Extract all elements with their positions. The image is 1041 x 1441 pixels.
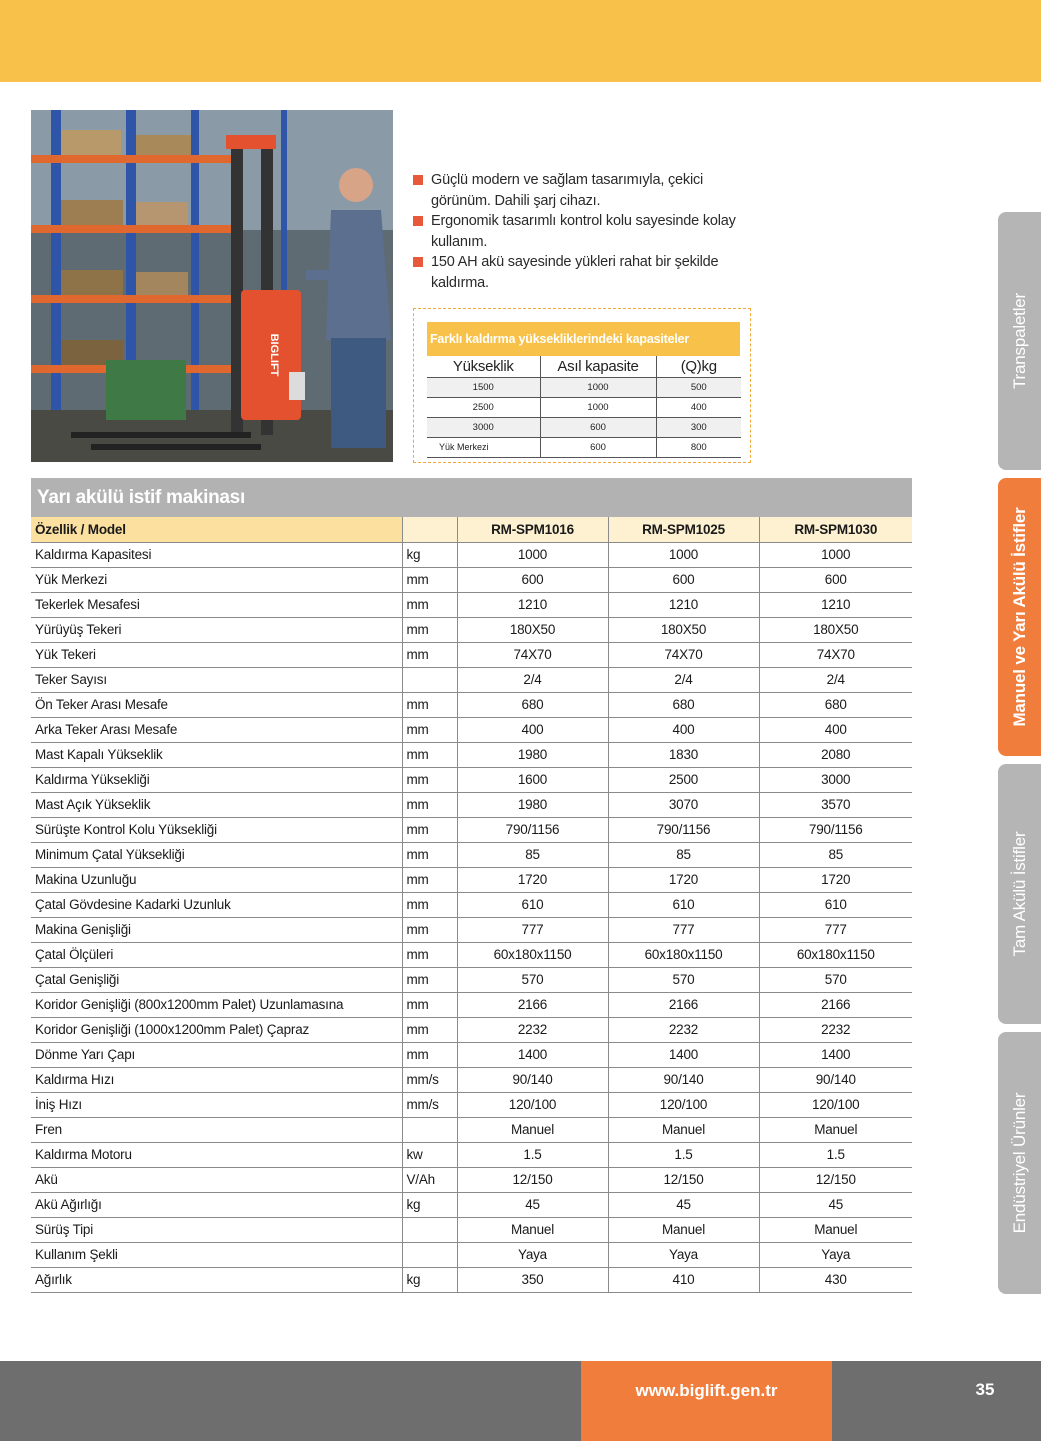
- svg-text:BIGLIFT: BIGLIFT: [268, 333, 280, 377]
- spec-value-cell: 85: [759, 842, 912, 867]
- spec-row: [31, 967, 912, 992]
- spec-value-cell: 85: [457, 842, 608, 867]
- spec-value-cell: 610: [457, 892, 608, 917]
- spec-feature-cell: Ağırlık: [31, 1267, 402, 1292]
- spec-unit-cell: mm: [402, 567, 457, 592]
- spec-value-cell: 1720: [457, 867, 608, 892]
- spec-feature-cell: Kaldırma Hızı: [31, 1067, 402, 1092]
- spec-value-cell: Manuel: [759, 1117, 912, 1142]
- spec-unit-cell: mm: [402, 592, 457, 617]
- spec-value-cell: 12/150: [759, 1167, 912, 1192]
- spec-value-cell: 680: [608, 692, 759, 717]
- spec-value-cell: Yaya: [608, 1242, 759, 1267]
- spec-value-cell: 600: [608, 567, 759, 592]
- tab-transpaletler[interactable]: [998, 212, 1041, 470]
- capacity-cell: Yük Merkezi: [427, 437, 540, 457]
- spec-feature-cell: Tekerlek Mesafesi: [31, 592, 402, 617]
- spec-unit-cell: mm: [402, 892, 457, 917]
- spec-value-cell: RM-SPM1030: [759, 517, 912, 542]
- spec-row: [31, 542, 912, 567]
- spec-unit-cell: [402, 667, 457, 692]
- spec-value-cell: 2080: [759, 742, 912, 767]
- capacity-cell: 800: [656, 437, 741, 457]
- bullet-square-icon: [413, 175, 423, 185]
- spec-value-cell: 400: [608, 717, 759, 742]
- spec-unit-cell: [402, 517, 457, 542]
- spec-value-cell: 1000: [608, 542, 759, 567]
- bullet-square-icon: [413, 216, 423, 226]
- spec-row: [31, 1117, 912, 1142]
- spec-value-cell: 1980: [457, 792, 608, 817]
- spec-value-cell: 45: [608, 1192, 759, 1217]
- spec-feature-cell: Sürüşte Kontrol Kolu Yüksekliği: [31, 817, 402, 842]
- spec-feature-cell: Arka Teker Arası Mesafe: [31, 717, 402, 742]
- capacity-cell: 3000: [427, 417, 540, 437]
- spec-value-cell: Manuel: [457, 1117, 608, 1142]
- capacity-header-row: [427, 356, 741, 377]
- spec-feature-cell: Teker Sayısı: [31, 667, 402, 692]
- spec-value-cell: 2232: [457, 1017, 608, 1042]
- spec-value-cell: 85: [608, 842, 759, 867]
- spec-value-cell: 90/140: [457, 1067, 608, 1092]
- spec-value-cell: 90/140: [759, 1067, 912, 1092]
- spec-unit-cell: mm: [402, 942, 457, 967]
- spec-row: [31, 667, 912, 692]
- spec-unit-cell: mm: [402, 767, 457, 792]
- capacity-row: [427, 397, 741, 417]
- capacity-cell: 1000: [540, 397, 656, 417]
- spec-value-cell: 610: [608, 892, 759, 917]
- spec-value-cell: 120/100: [759, 1092, 912, 1117]
- spec-unit-cell: mm: [402, 717, 457, 742]
- spec-value-cell: 790/1156: [457, 817, 608, 842]
- spec-value-cell: 777: [457, 917, 608, 942]
- spec-value-cell: 45: [759, 1192, 912, 1217]
- spec-value-cell: Manuel: [759, 1217, 912, 1242]
- capacity-table: [427, 356, 741, 458]
- spec-value-cell: 1980: [457, 742, 608, 767]
- spec-unit-cell: mm: [402, 1017, 457, 1042]
- spec-value-cell: 180X50: [759, 617, 912, 642]
- spec-unit-cell: mm: [402, 742, 457, 767]
- spec-feature-cell: Koridor Genişliği (1000x1200mm Palet) Çapraz: [31, 1017, 402, 1042]
- tab-endustriyel-urunler[interactable]: [998, 1032, 1041, 1294]
- spec-row: [31, 792, 912, 817]
- spec-unit-cell: mm: [402, 992, 457, 1017]
- spec-value-cell: 45: [457, 1192, 608, 1217]
- spec-value-cell: 2/4: [457, 667, 608, 692]
- spec-value-cell: 570: [608, 967, 759, 992]
- spec-value-cell: 1.5: [608, 1142, 759, 1167]
- spec-row: [31, 592, 912, 617]
- spec-row: [31, 892, 912, 917]
- tab-manuel-yari-akulu-istifler[interactable]: [998, 478, 1041, 756]
- spec-value-cell: 1000: [457, 542, 608, 567]
- spec-value-cell: 1830: [608, 742, 759, 767]
- spec-row: [31, 817, 912, 842]
- spec-feature-cell: Koridor Genişliği (800x1200mm Palet) Uzunlamasına: [31, 992, 402, 1017]
- capacity-box: [413, 308, 751, 463]
- spec-feature-cell: Mast Kapalı Yükseklik: [31, 742, 402, 767]
- spec-value-cell: 430: [759, 1267, 912, 1292]
- capacity-cell: 600: [540, 437, 656, 457]
- spec-value-cell: 12/150: [457, 1167, 608, 1192]
- spec-value-cell: 2/4: [608, 667, 759, 692]
- spec-value-cell: 1400: [608, 1042, 759, 1067]
- capacity-header: Yükseklik: [427, 356, 540, 377]
- spec-feature-cell: Yürüyüş Tekeri: [31, 617, 402, 642]
- spec-value-cell: 60x180x1150: [608, 942, 759, 967]
- spec-feature-cell: Yük Tekeri: [31, 642, 402, 667]
- capacity-row: [427, 437, 741, 457]
- feature-item: 150 AH akü sayesinde yükleri rahat bir şekilde kaldırma.: [413, 252, 753, 293]
- capacity-header: (Q)kg: [656, 356, 741, 377]
- spec-value-cell: 74X70: [608, 642, 759, 667]
- top-color-band: [0, 0, 1041, 82]
- capacity-row: [427, 417, 741, 437]
- spec-row: [31, 1042, 912, 1067]
- capacity-cell: 2500: [427, 397, 540, 417]
- product-photo: [31, 110, 393, 462]
- spec-value-cell: 2/4: [759, 667, 912, 692]
- spec-feature-cell: Kaldırma Motoru: [31, 1142, 402, 1167]
- spec-unit-cell: kg: [402, 1267, 457, 1292]
- spec-value-cell: Yaya: [457, 1242, 608, 1267]
- capacity-cell: 1500: [427, 377, 540, 397]
- spec-value-cell: 777: [759, 917, 912, 942]
- spec-row: [31, 1017, 912, 1042]
- capacity-header: Asıl kapasite: [540, 356, 656, 377]
- page-number: 35: [975, 1380, 995, 1399]
- spec-feature-cell: Minimum Çatal Yüksekliği: [31, 842, 402, 867]
- spec-row: [31, 1267, 912, 1292]
- spec-unit-cell: [402, 1242, 457, 1267]
- spec-feature-cell: İniş Hızı: [31, 1092, 402, 1117]
- spec-unit-cell: kw: [402, 1142, 457, 1167]
- spec-value-cell: 610: [759, 892, 912, 917]
- spec-value-cell: 3570: [759, 792, 912, 817]
- feature-item: Güçlü modern ve sağlam tasarımıyla, çekici görünüm. Dahili şarj cihazı.: [413, 170, 753, 211]
- spec-value-cell: 74X70: [759, 642, 912, 667]
- capacity-cell: 400: [656, 397, 741, 417]
- spec-unit-cell: [402, 1217, 457, 1242]
- footer-bar: [0, 1361, 1041, 1441]
- spec-unit-cell: mm: [402, 792, 457, 817]
- spec-value-cell: 680: [759, 692, 912, 717]
- spec-value-cell: 3070: [608, 792, 759, 817]
- spec-feature-cell: Çatal Ölçüleri: [31, 942, 402, 967]
- spec-table-title: Yarı akülü istif makinası: [31, 478, 912, 517]
- spec-value-cell: 600: [457, 567, 608, 592]
- spec-unit-cell: mm: [402, 642, 457, 667]
- spec-value-cell: 180X50: [457, 617, 608, 642]
- spec-feature-cell: Fren: [31, 1117, 402, 1142]
- spec-feature-cell: Kaldırma Kapasitesi: [31, 542, 402, 567]
- bullet-square-icon: [413, 257, 423, 267]
- spec-row: [31, 917, 912, 942]
- spec-value-cell: 2232: [759, 1017, 912, 1042]
- spec-row: [31, 642, 912, 667]
- spec-row: [31, 867, 912, 892]
- spec-row: [31, 1242, 912, 1267]
- spec-feature-cell: Ön Teker Arası Mesafe: [31, 692, 402, 717]
- spec-value-cell: 680: [457, 692, 608, 717]
- tab-label: Tam Akülü İstifler: [1009, 831, 1029, 957]
- spec-value-cell: 600: [759, 567, 912, 592]
- spec-row: [31, 1217, 912, 1242]
- spec-feature-cell: Çatal Genişliği: [31, 967, 402, 992]
- spec-value-cell: Manuel: [457, 1217, 608, 1242]
- spec-row: [31, 717, 912, 742]
- spec-unit-cell: mm: [402, 1042, 457, 1067]
- website-link[interactable]: www.biglift.gen.tr: [581, 1361, 832, 1441]
- tab-label: Endüstriyel Ürünler: [1009, 1092, 1029, 1234]
- spec-row: [31, 567, 912, 592]
- spec-value-cell: 120/100: [457, 1092, 608, 1117]
- spec-feature-cell: Özellik / Model: [31, 517, 402, 542]
- spec-feature-cell: Makina Uzunluğu: [31, 867, 402, 892]
- spec-value-cell: 60x180x1150: [457, 942, 608, 967]
- spec-value-cell: 2500: [608, 767, 759, 792]
- spec-value-cell: 1.5: [457, 1142, 608, 1167]
- spec-unit-cell: mm: [402, 842, 457, 867]
- spec-row: [31, 1092, 912, 1117]
- spec-unit-cell: mm/s: [402, 1067, 457, 1092]
- spec-feature-cell: Dönme Yarı Çapı: [31, 1042, 402, 1067]
- spec-unit-cell: kg: [402, 542, 457, 567]
- tab-label: Transpaletler: [1009, 293, 1029, 389]
- spec-value-cell: 790/1156: [759, 817, 912, 842]
- spec-value-cell: 1.5: [759, 1142, 912, 1167]
- spec-row: [31, 992, 912, 1017]
- spec-unit-cell: mm: [402, 617, 457, 642]
- spec-value-cell: 1720: [608, 867, 759, 892]
- spec-value-cell: 400: [759, 717, 912, 742]
- tab-tam-akulu-istifler[interactable]: [998, 764, 1041, 1024]
- spec-value-cell: 3000: [759, 767, 912, 792]
- spec-feature-cell: Sürüş Tipi: [31, 1217, 402, 1242]
- spec-value-cell: 1210: [608, 592, 759, 617]
- spec-value-cell: 1210: [759, 592, 912, 617]
- spec-unit-cell: kg: [402, 1192, 457, 1217]
- tab-label: Manuel ve Yarı Akülü İstifler: [1009, 507, 1029, 727]
- spec-value-cell: 120/100: [608, 1092, 759, 1117]
- capacity-row: [427, 377, 741, 397]
- spec-feature-cell: Makina Genişliği: [31, 917, 402, 942]
- spec-value-cell: RM-SPM1016: [457, 517, 608, 542]
- spec-value-cell: 2166: [759, 992, 912, 1017]
- capacity-cell: 500: [656, 377, 741, 397]
- spec-value-cell: 1400: [457, 1042, 608, 1067]
- spec-value-cell: 90/140: [608, 1067, 759, 1092]
- spec-value-cell: 12/150: [608, 1167, 759, 1192]
- spec-unit-cell: mm: [402, 867, 457, 892]
- spec-value-cell: 1210: [457, 592, 608, 617]
- spec-row: [31, 842, 912, 867]
- spec-value-cell: Manuel: [608, 1217, 759, 1242]
- spec-row: [31, 1067, 912, 1092]
- spec-unit-cell: mm: [402, 817, 457, 842]
- spec-header-row: [31, 517, 912, 542]
- spec-feature-cell: Mast Açık Yükseklik: [31, 792, 402, 817]
- spec-feature-cell: Akü: [31, 1167, 402, 1192]
- feature-item: Ergonomik tasarımlı kontrol kolu sayesinde kolay kullanım.: [413, 211, 753, 252]
- spec-feature-cell: Yük Merkezi: [31, 567, 402, 592]
- capacity-cell: 300: [656, 417, 741, 437]
- spec-value-cell: 790/1156: [608, 817, 759, 842]
- spec-row: [31, 1192, 912, 1217]
- spec-row: [31, 742, 912, 767]
- spec-row: [31, 1142, 912, 1167]
- spec-value-cell: 180X50: [608, 617, 759, 642]
- spec-value-cell: 400: [457, 717, 608, 742]
- spec-feature-cell: Akü Ağırlığı: [31, 1192, 402, 1217]
- spec-feature-cell: Kaldırma Yüksekliği: [31, 767, 402, 792]
- spec-unit-cell: [402, 1117, 457, 1142]
- spec-unit-cell: mm: [402, 967, 457, 992]
- spec-value-cell: Manuel: [608, 1117, 759, 1142]
- spec-value-cell: RM-SPM1025: [608, 517, 759, 542]
- spec-value-cell: 2166: [608, 992, 759, 1017]
- spec-value-cell: Yaya: [759, 1242, 912, 1267]
- spec-unit-cell: V/Ah: [402, 1167, 457, 1192]
- spec-row: [31, 942, 912, 967]
- spec-value-cell: 410: [608, 1267, 759, 1292]
- spec-row: [31, 692, 912, 717]
- spec-row: [31, 617, 912, 642]
- spec-value-cell: 74X70: [457, 642, 608, 667]
- spec-value-cell: 60x180x1150: [759, 942, 912, 967]
- spec-value-cell: 1000: [759, 542, 912, 567]
- feature-list: [413, 170, 753, 293]
- spec-table: [31, 517, 912, 1293]
- spec-value-cell: 1400: [759, 1042, 912, 1067]
- spec-value-cell: 1720: [759, 867, 912, 892]
- spec-feature-cell: Çatal Gövdesine Kadarki Uzunluk: [31, 892, 402, 917]
- spec-unit-cell: mm: [402, 917, 457, 942]
- spec-unit-cell: mm: [402, 692, 457, 717]
- spec-value-cell: 350: [457, 1267, 608, 1292]
- spec-value-cell: 570: [457, 967, 608, 992]
- spec-value-cell: 1600: [457, 767, 608, 792]
- spec-row: [31, 767, 912, 792]
- spec-value-cell: 777: [608, 917, 759, 942]
- capacity-cell: 600: [540, 417, 656, 437]
- spec-value-cell: 570: [759, 967, 912, 992]
- capacity-title: Farklı kaldırma yüksekliklerindeki kapasiteler: [427, 322, 740, 356]
- spec-row: [31, 1167, 912, 1192]
- spec-value-cell: 2232: [608, 1017, 759, 1042]
- spec-feature-cell: Kullanım Şekli: [31, 1242, 402, 1267]
- capacity-cell: 1000: [540, 377, 656, 397]
- spec-value-cell: 2166: [457, 992, 608, 1017]
- spec-unit-cell: mm/s: [402, 1092, 457, 1117]
